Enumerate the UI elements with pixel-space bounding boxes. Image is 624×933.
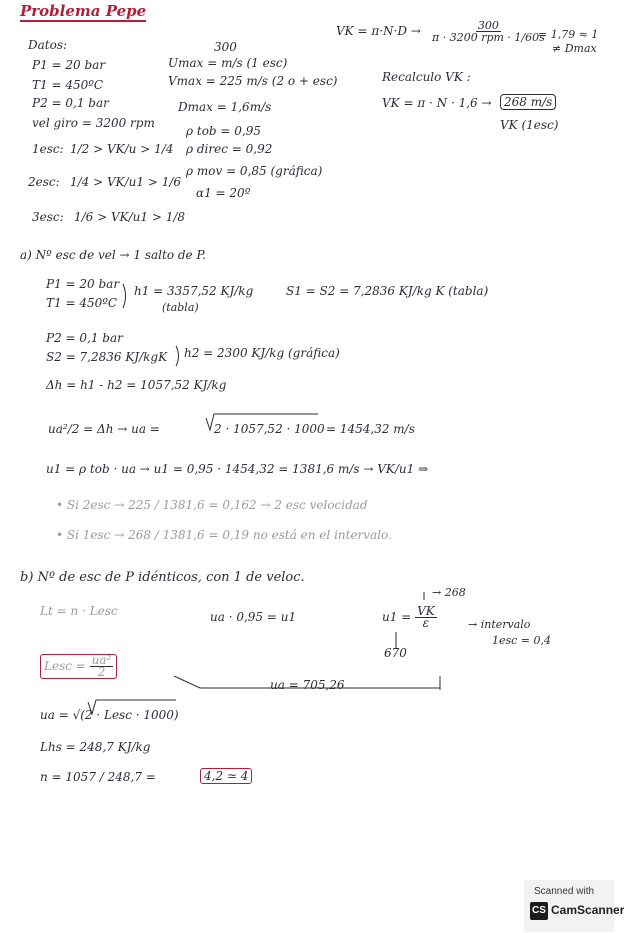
datos-e2: 1/4 > VK/u1 > 1/6 xyxy=(70,175,182,189)
right-frac-den: π · 3200 rpm · 1/60s xyxy=(432,31,545,44)
datos-e3: 1/6 > VK/u1 > 1/8 xyxy=(74,210,186,224)
b-u1-label-text: u1 = xyxy=(382,610,412,624)
page-title: Problema Pepe xyxy=(20,2,147,20)
b-ua-eq: ua · 0,95 = u1 xyxy=(210,610,297,624)
b-lesc-left: Lesc = xyxy=(44,659,86,673)
b-u1-den: ε xyxy=(422,616,430,630)
datos-e1-label: 1esc: xyxy=(32,142,64,156)
b-u1-num: VK xyxy=(417,604,435,618)
middle-umax2: Vmax = 225 m/s (2 o + esc) xyxy=(168,74,338,88)
right-frac-note: ≠ Dmax xyxy=(552,42,597,55)
b-n-boxed: 4,2 ≃ 4 xyxy=(200,768,252,784)
arrow-line-b xyxy=(174,676,440,688)
watermark-caption: Scanned with xyxy=(534,886,595,897)
a-h1-note: (tabla) xyxy=(162,301,199,314)
datos-e3-label: 3esc: xyxy=(32,210,64,224)
datos-vel: vel giro = 3200 rpm xyxy=(32,116,155,130)
a-p2: P2 = 0,1 bar xyxy=(46,331,123,345)
datos-label: Datos: xyxy=(28,38,68,52)
sqrt-a xyxy=(206,414,318,430)
b-intervalo: → intervalo xyxy=(468,618,531,631)
a-p1: P1 = 20 bar xyxy=(46,277,120,291)
middle-dmax: Dmax = 1,6m/s xyxy=(178,100,272,114)
brace-a1 xyxy=(123,284,126,308)
a-u1: u1 = ρ tob · ua → u1 = 0,95 · 1454,32 = 1381,6 m/s → VK/u1 ⇒ xyxy=(46,462,429,476)
a-dh: Δh = h1 - h2 = 1057,52 KJ/kg xyxy=(46,378,227,392)
a-t1: T1 = 450ºC xyxy=(46,296,118,310)
middle-umax1: Umax = m/s (1 esc) xyxy=(168,56,288,70)
watermark-name: CamScanner xyxy=(551,903,624,917)
a-h2: h2 = 2300 KJ/kg (gráfica) xyxy=(184,346,340,360)
a-h1: h1 = 3357,52 KJ/kg xyxy=(134,284,254,298)
b-n-eq: n = 1057 / 248,7 = xyxy=(40,770,156,784)
b-670: 670 xyxy=(384,646,407,660)
right-vk-esc: VK (1esc) xyxy=(500,118,559,132)
a-s2: S2 = 7,2836 KJ/kgK xyxy=(46,350,168,364)
a-check2: • Si 1esc → 268 / 1381,6 = 0,19 no está en el intervalo. xyxy=(56,528,392,542)
datos-p2: P2 = 0,1 bar xyxy=(32,96,109,110)
a-ua-root: 2 · 1057,52 · 1000 xyxy=(214,422,325,436)
b-ua-root: ua = √(2 · Lesc · 1000) xyxy=(40,708,179,722)
datos-p1: P1 = 20 bar xyxy=(32,58,106,72)
right-frac-result: = 1,79 ≈ 1 xyxy=(538,28,599,41)
section-a-title: a) Nº esc de vel → 1 salto de P. xyxy=(20,248,206,262)
camscanner-watermark xyxy=(524,880,624,932)
b-lesc-num: ua² xyxy=(91,653,112,667)
middle-rtob: ρ tob = 0,95 xyxy=(186,124,261,138)
a-s1: S1 = S2 = 7,2836 KJ/kg K (tabla) xyxy=(286,284,489,298)
section-b-title: b) Nº de esc de P idénticos, con 1 de veloc. xyxy=(20,570,305,585)
middle-rdirec: ρ direc = 0,92 xyxy=(186,142,273,156)
camscanner-logo-icon: CS xyxy=(530,902,548,920)
b-intervalo2: 1esc = 0,4 xyxy=(492,634,552,647)
right-vk-boxed: 268 m/s xyxy=(500,94,556,110)
middle-300: 300 xyxy=(214,40,237,54)
right-frac-num: 300 xyxy=(477,19,499,32)
datos-e1: 1/2 > VK/u > 1/4 xyxy=(70,142,174,156)
a-check1: • Si 2esc → 225 / 1381,6 = 0,162 → 2 esc velocidad xyxy=(56,498,368,512)
right-recalc: Recalculo VK : xyxy=(382,70,471,84)
brace-a2 xyxy=(176,346,179,366)
right-vk-formula: VK = π·N·D → xyxy=(336,24,421,38)
datos-e2-label: 2esc: xyxy=(28,175,60,189)
b-ua-705: ua = 705,26 xyxy=(270,678,345,692)
b-ltotal: Lt = n · Lesc xyxy=(40,604,118,618)
middle-rmov: ρ mov = 0,85 (gráfica) xyxy=(186,164,323,178)
a-ua-res: = 1454,32 m/s xyxy=(326,422,415,436)
right-vk-line: VK = π · N · 1,6 → xyxy=(382,96,492,110)
b-rd268: → 268 xyxy=(432,586,466,599)
middle-alpha: α1 = 20º xyxy=(196,186,251,200)
sqrt-b xyxy=(88,700,176,714)
b-lesc-den: 2 xyxy=(97,665,106,679)
datos-t1: T1 = 450ºC xyxy=(32,78,104,92)
a-ua-left: ua²/2 = Δh → ua = xyxy=(48,422,160,436)
b-lhs: Lhs = 248,7 KJ/kg xyxy=(40,740,151,754)
